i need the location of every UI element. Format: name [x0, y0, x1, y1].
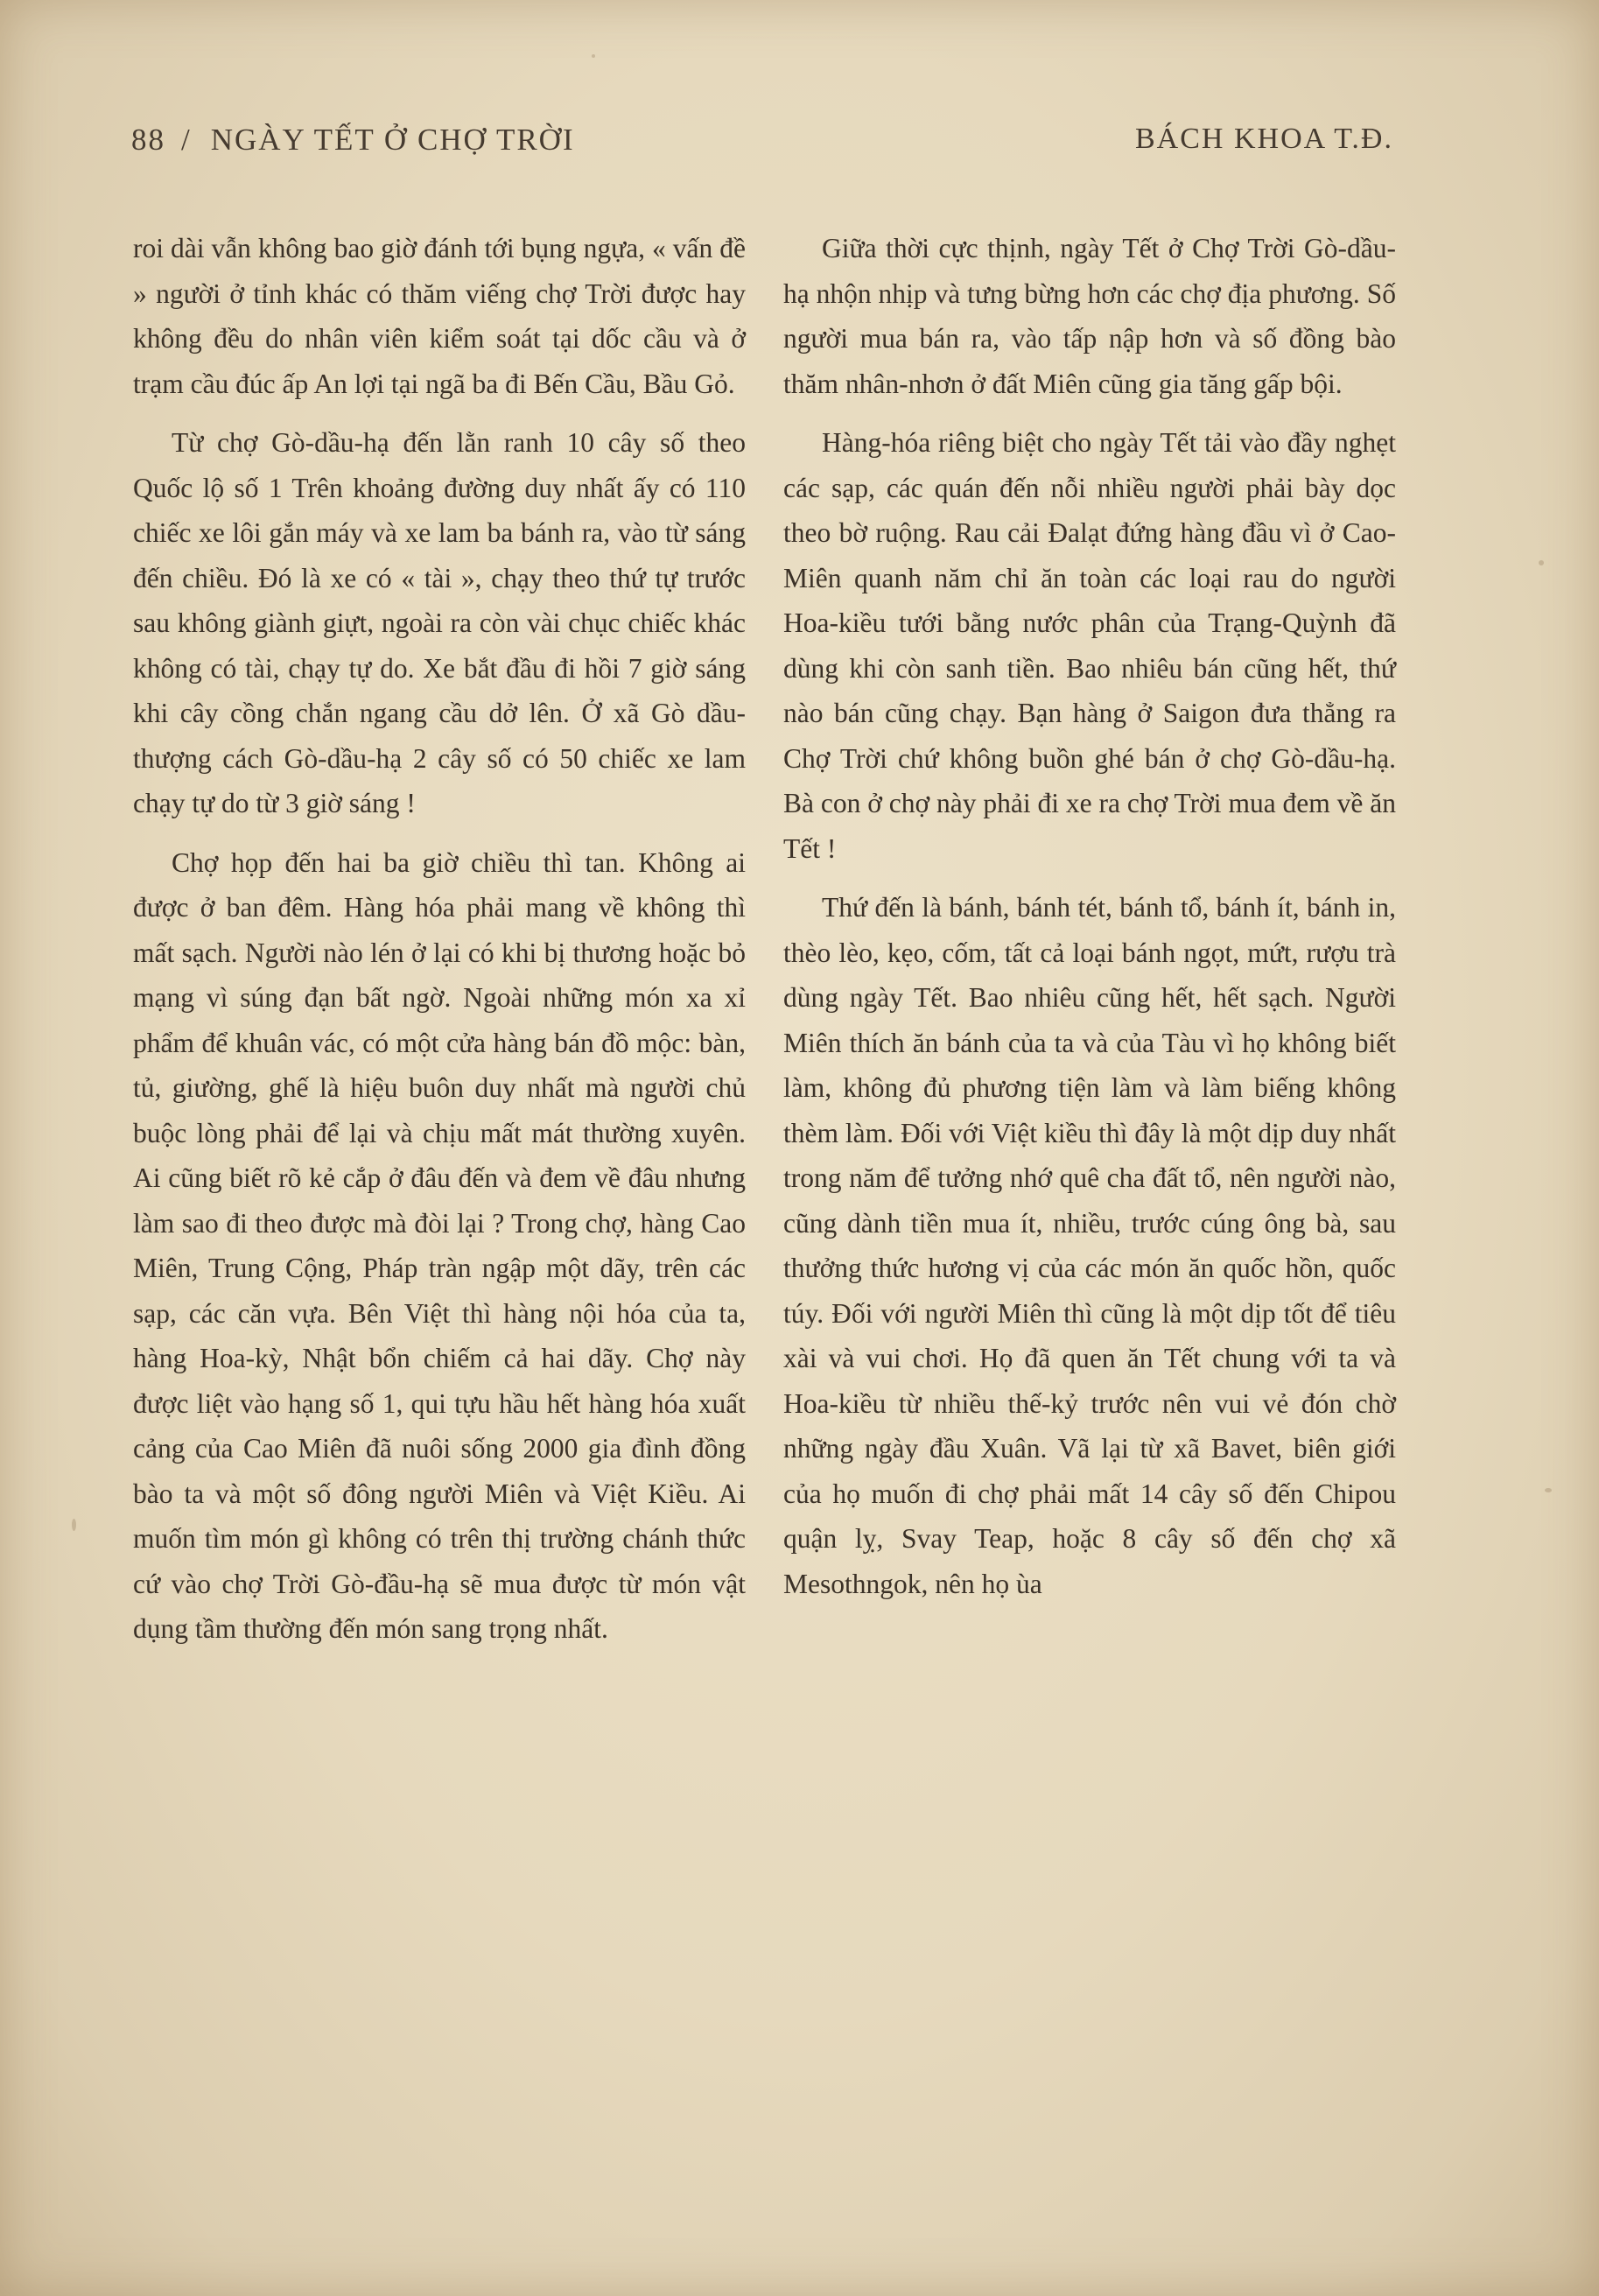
header-left [131, 123, 575, 158]
running-header [131, 123, 1393, 166]
paragraph: Chợ họp đến hai ba giờ chiều thì tan. Không ai được ở ban đêm. Hàng hóa phải mang về không thì mất sạch. Người nào lén ở lại có khi bị thương hoặc bỏ mạng vì súng đạn bất ngờ. Ngoài những món xa xỉ phẩm để khuân vác, có một cửa hàng bán đồ mộc: bàn, tủ, giường, ghế là hiệu buôn duy nhất mà người chủ buộc lòng phải để lại và chịu mất mát thường xuyên. Ai cũng biết rõ kẻ cắp ở đâu đến và đem về đâu nhưng làm sao đi theo được mà đòi lại ? Trong chợ, hàng Cao Miên, Trung Cộng, Pháp tràn ngập một dãy, trên các sạp, các căn vựa. Bên Việt thì hàng nội hóa của ta, hàng Hoa-kỳ, Nhật bổn chiếm cả hai dãy. Chợ này được liệt vào hạng số 1, qui tựu hầu hết hàng hóa xuất cảng của Cao Miên đã nuôi sống 2000 gia đình đồng bào ta và một số đông người Miên và Việt Kiều. Ai muốn tìm món gì không có trên thị trường chánh thức cứ vào chợ Trời Gò-đầu-hạ sẽ mua được từ món vật dụng tầm thường đến món sang trọng nhất. [133, 846, 746, 1644]
left-text-column [133, 226, 746, 1652]
paper-speck [592, 54, 595, 58]
paper-speck [1545, 1488, 1552, 1492]
paragraph: Thứ đến là bánh, bánh tét, bánh tổ, bánh ít, bánh in, thèo lèo, kẹo, cốm, tất cả loại bánh ngọt, mứt, rượu trà dùng ngày Tết. Bao nhiêu cũng hết, hết sạch. Người Miên thích ăn bánh của ta và của Tàu vì họ không biết làm, không đủ phương tiện làm và làm biếng không thèm làm. Đối với Việt kiều thì đây là một dịp duy nhất trong năm để tưởng nhớ quê cha đất tổ, nên người nào, cũng dành tiền mua ít, nhiều, trước cúng ông bà, sau thưởng thức hương vị của các món ăn quốc hồn, quốc túy. Đối với người Miên thì cũng là một dịp tốt để tiêu xài và vui chơi. Họ đã quen ăn Tết chung với ta và Hoa-kiều từ nhiều thế-kỷ trước nên vui vẻ đón chờ những ngày đầu Xuân. Vã lại từ xã Bavet, biên giới của họ muốn đi chợ phải mất 14 cây số đến Chipou quận lỵ, Svay Teap, hoặc 8 cây số đến chợ xã Mesothngok, nên họ ùa [783, 892, 1396, 1599]
paper-speck [1539, 560, 1544, 565]
right-text-column [783, 226, 1396, 1606]
paragraph: roi dài vẫn không bao giờ đánh tới bụng ngựa, « vấn đề » người ở tỉnh khác có thăm viếng chợ Trời được hay không đều do nhân viên kiểm soát tại dốc cầu và ở trạm cầu đúc ấp An lợi tại ngã ba đi Bến Cầu, Bầu Gỏ. [133, 233, 746, 399]
paper-speck [72, 1519, 76, 1531]
header-separator: / [181, 123, 192, 157]
paragraph: Từ chợ Gò-dầu-hạ đến lằn ranh 10 cây số theo Quốc lộ số 1 Trên khoảng đường duy nhất ấy có 110 chiếc xe lôi gắn máy và xe lam ba bánh ra, vào từ sáng đến chiều. Đó là xe có « tài », chạy theo thứ tự trước sau không giành giựt, ngoài ra còn vài chục chiếc khác không có tài, chạy tự do. Xe bắt đầu đi hồi 7 giờ sáng khi cây cồng chắn ngang cầu dở lên. Ở xã Gò dầu-thượng cách Gò-dầu-hạ 2 cây số có 50 chiếc xe lam chạy tự do từ 3 giờ sáng ! [133, 427, 746, 818]
page-number: 88 [131, 123, 165, 157]
publication-name: BÁCH KHOA T.Đ. [1135, 123, 1393, 155]
paragraph: Giữa thời cực thịnh, ngày Tết ở Chợ Trời Gò-dầu-hạ nhộn nhịp và tưng bừng hơn các chợ địa phương. Số người mua bán ra, vào tấp nập hơn và số đồng bào thăm nhân-nhơn ở đất Miên cũng gia tăng gấp bội. [783, 233, 1396, 399]
article-title: NGÀY TẾT Ở CHỢ TRỜI [210, 123, 575, 157]
paragraph: Hàng-hóa riêng biệt cho ngày Tết tải vào đầy nghẹt các sạp, các quán đến nỗi nhiều người phải bày dọc theo bờ ruộng. Rau cải Đalạt đứng hàng đầu vì ở Cao-Miên quanh năm chỉ ăn toàn các loại rau do người Hoa-kiều tưới bằng nước phân của Trạng-Quỳnh đã dùng khi còn sanh tiền. Bao nhiêu bán cũng hết, thứ nào bán cũng chạy. Bạn hàng ở Saigon đưa thẳng ra Chợ Trời chứ không buồn ghé bán ở chợ Gò-dầu-hạ. Bà con ở chợ này phải đi xe ra chợ Trời mua đem về ăn Tết ! [783, 427, 1396, 864]
